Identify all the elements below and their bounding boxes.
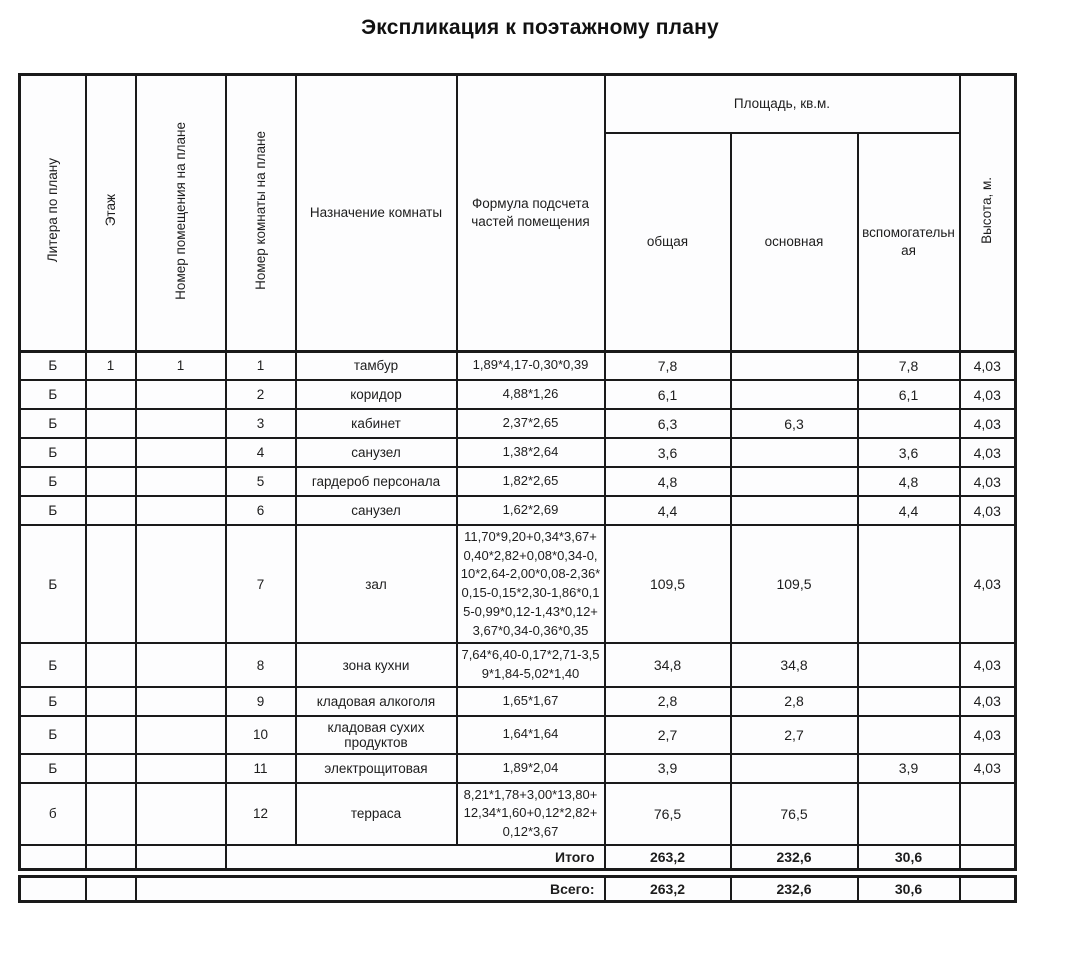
cell-height: 4,03: [960, 351, 1016, 380]
header-room-number-plan: Номер помещения на плане: [136, 75, 226, 352]
itogo-cell-room-plan: [136, 845, 226, 870]
table-row: [20, 409, 1016, 438]
cell-area-main: [731, 467, 858, 496]
header-room-number: Номер комнаты на плане: [226, 75, 296, 352]
cell-area-main: [731, 496, 858, 525]
cell-purpose: кабинет: [296, 409, 457, 438]
itogo-cell-floor: [86, 845, 136, 870]
cell-formula: 1,82*2,65: [457, 467, 605, 496]
cell-area-aux: 6,1: [858, 380, 960, 409]
cell-area-aux: 4,4: [858, 496, 960, 525]
cell-area-main: 34,8: [731, 643, 858, 686]
cell-room-number-plan: [136, 496, 226, 525]
cell-room-number: 1: [226, 351, 296, 380]
cell-room-number-plan: [136, 438, 226, 467]
table-row: [20, 754, 1016, 783]
vsego-cell-litera: [20, 876, 86, 901]
cell-room-number: 7: [226, 525, 296, 643]
cell-area-main: 6,3: [731, 409, 858, 438]
cell-area-main: 2,8: [731, 687, 858, 716]
cell-purpose: зал: [296, 525, 457, 643]
cell-room-number-plan: [136, 467, 226, 496]
cell-area-total: 2,7: [605, 716, 731, 754]
cell-litera: Б: [20, 409, 86, 438]
page-title: Экспликация к поэтажному плану: [361, 16, 719, 39]
cell-purpose: санузел: [296, 496, 457, 525]
cell-purpose: кладовая алкоголя: [296, 687, 457, 716]
cell-room-number: 4: [226, 438, 296, 467]
cell-litera: Б: [20, 438, 86, 467]
cell-formula: 2,37*2,65: [457, 409, 605, 438]
cell-purpose: тамбур: [296, 351, 457, 380]
cell-room-number-plan: [136, 716, 226, 754]
cell-area-main: 76,5: [731, 783, 858, 845]
cell-height: 4,03: [960, 643, 1016, 686]
cell-formula: 1,89*4,17-0,30*0,39: [457, 351, 605, 380]
table-row: [20, 467, 1016, 496]
cell-room-number: 6: [226, 496, 296, 525]
itogo-area-aux: 30,6: [858, 845, 960, 870]
document-page: [0, 16, 1080, 962]
cell-room-number-plan: [136, 409, 226, 438]
table-row: [20, 783, 1016, 845]
cell-room-number-plan: [136, 754, 226, 783]
cell-litera: Б: [20, 380, 86, 409]
cell-room-number: 12: [226, 783, 296, 845]
header-formula: Формула подсчета частей помещения: [457, 75, 605, 352]
header-floor: Этаж: [86, 75, 136, 352]
cell-room-number: 10: [226, 716, 296, 754]
cell-room-number-plan: [136, 783, 226, 845]
table-row: [20, 525, 1016, 643]
header-purpose: Назначение комнаты: [296, 75, 457, 352]
cell-height: 4,03: [960, 467, 1016, 496]
cell-litera: Б: [20, 525, 86, 643]
cell-floor: [86, 496, 136, 525]
cell-area-main: [731, 438, 858, 467]
cell-area-total: 2,8: [605, 687, 731, 716]
table-row: [20, 351, 1016, 380]
cell-room-number: 3: [226, 409, 296, 438]
cell-area-aux: [858, 525, 960, 643]
cell-area-main: [731, 754, 858, 783]
cell-litera: Б: [20, 716, 86, 754]
table-body: [20, 351, 1016, 845]
table-row: [20, 716, 1016, 754]
itogo-area-main: 232,6: [731, 845, 858, 870]
cell-area-aux: [858, 643, 960, 686]
cell-litera: Б: [20, 351, 86, 380]
cell-purpose: терраса: [296, 783, 457, 845]
cell-litera: Б: [20, 496, 86, 525]
cell-formula: 1,62*2,69: [457, 496, 605, 525]
cell-area-aux: [858, 409, 960, 438]
cell-room-number-plan: [136, 380, 226, 409]
table-row: [20, 687, 1016, 716]
cell-formula: 8,21*1,78+3,00*13,80+12,34*1,60+0,12*2,82+0,12*3,67: [457, 783, 605, 845]
cell-height: 4,03: [960, 754, 1016, 783]
cell-floor: [86, 525, 136, 643]
cell-litera: б: [20, 783, 86, 845]
cell-area-total: 6,1: [605, 380, 731, 409]
cell-area-main: [731, 351, 858, 380]
vsego-area-aux: 30,6: [858, 876, 960, 901]
vsego-cell-floor: [86, 876, 136, 901]
table-row: [20, 496, 1016, 525]
vsego-area-main: 232,6: [731, 876, 858, 901]
cell-height: 4,03: [960, 438, 1016, 467]
cell-area-total: 109,5: [605, 525, 731, 643]
cell-floor: [86, 716, 136, 754]
cell-floor: [86, 643, 136, 686]
cell-height: 4,03: [960, 525, 1016, 643]
cell-formula: 1,89*2,04: [457, 754, 605, 783]
cell-area-total: 4,4: [605, 496, 731, 525]
cell-floor: [86, 783, 136, 845]
vsego-area-total: 263,2: [605, 876, 731, 901]
itogo-cell-litera: [20, 845, 86, 870]
cell-floor: [86, 687, 136, 716]
cell-area-total: 7,8: [605, 351, 731, 380]
cell-area-main: 109,5: [731, 525, 858, 643]
cell-floor: [86, 438, 136, 467]
cell-area-total: 4,8: [605, 467, 731, 496]
cell-floor: [86, 754, 136, 783]
totals-row-vsego: [20, 876, 1016, 901]
header-area-aux: вспомогательная: [858, 133, 960, 352]
cell-area-aux: 3,9: [858, 754, 960, 783]
cell-formula: 11,70*9,20+0,34*3,67+0,40*2,82+0,08*0,34-0,10*2,64-2,00*0,08-2,36*0,15-0,15*2,30-1,86*0,15-0,99*0,12-1,43*0,12+3,67*0,34-0,36*0,35: [457, 525, 605, 643]
cell-room-number: 8: [226, 643, 296, 686]
itogo-area-total: 263,2: [605, 845, 731, 870]
table-zone: [18, 73, 1014, 903]
cell-height: [960, 783, 1016, 845]
table-row: [20, 438, 1016, 467]
cell-floor: [86, 467, 136, 496]
cell-floor: 1: [86, 351, 136, 380]
cell-litera: Б: [20, 687, 86, 716]
header-litera: Литера по плану: [20, 75, 86, 352]
cell-formula: 1,65*1,67: [457, 687, 605, 716]
cell-purpose: электрощитовая: [296, 754, 457, 783]
totals-row-itogo: [20, 845, 1016, 870]
cell-height: 4,03: [960, 409, 1016, 438]
cell-purpose: кладовая сухих продуктов: [296, 716, 457, 754]
cell-litera: Б: [20, 754, 86, 783]
table-row: [20, 643, 1016, 686]
cell-litera: Б: [20, 643, 86, 686]
cell-area-main: [731, 380, 858, 409]
header-area-main: основная: [731, 133, 858, 352]
cell-height: 4,03: [960, 716, 1016, 754]
cell-area-total: 3,9: [605, 754, 731, 783]
cell-area-total: 34,8: [605, 643, 731, 686]
itogo-label: Итого: [226, 845, 605, 870]
header-height: Высота, м.: [960, 75, 1016, 352]
cell-area-aux: [858, 716, 960, 754]
explication-table: [18, 73, 1017, 871]
cell-floor: [86, 409, 136, 438]
cell-height: 4,03: [960, 687, 1016, 716]
cell-area-aux: 7,8: [858, 351, 960, 380]
cell-room-number-plan: [136, 643, 226, 686]
vsego-table: [18, 875, 1017, 903]
header-area-group: Площадь, кв.м.: [605, 75, 960, 133]
cell-area-total: 6,3: [605, 409, 731, 438]
cell-area-total: 76,5: [605, 783, 731, 845]
cell-area-aux: [858, 687, 960, 716]
cell-room-number-plan: [136, 525, 226, 643]
cell-formula: 7,64*6,40-0,17*2,71-3,59*1,84-5,02*1,40: [457, 643, 605, 686]
cell-height: 4,03: [960, 380, 1016, 409]
itogo-height: [960, 845, 1016, 870]
table-row: [20, 380, 1016, 409]
cell-area-total: 3,6: [605, 438, 731, 467]
cell-purpose: гардероб персонала: [296, 467, 457, 496]
cell-area-aux: 3,6: [858, 438, 960, 467]
cell-purpose: зона кухни: [296, 643, 457, 686]
cell-floor: [86, 380, 136, 409]
cell-area-aux: [858, 783, 960, 845]
cell-litera: Б: [20, 467, 86, 496]
cell-room-number: 2: [226, 380, 296, 409]
cell-area-aux: 4,8: [858, 467, 960, 496]
cell-room-number: 5: [226, 467, 296, 496]
cell-height: 4,03: [960, 496, 1016, 525]
cell-room-number: 11: [226, 754, 296, 783]
cell-formula: 1,38*2,64: [457, 438, 605, 467]
header-area-total: общая: [605, 133, 731, 352]
vsego-label: Всего:: [136, 876, 605, 901]
cell-area-main: 2,7: [731, 716, 858, 754]
cell-purpose: коридор: [296, 380, 457, 409]
vsego-height: [960, 876, 1016, 901]
cell-room-number: 9: [226, 687, 296, 716]
cell-formula: 1,64*1,64: [457, 716, 605, 754]
cell-purpose: санузел: [296, 438, 457, 467]
cell-room-number-plan: 1: [136, 351, 226, 380]
cell-formula: 4,88*1,26: [457, 380, 605, 409]
cell-room-number-plan: [136, 687, 226, 716]
